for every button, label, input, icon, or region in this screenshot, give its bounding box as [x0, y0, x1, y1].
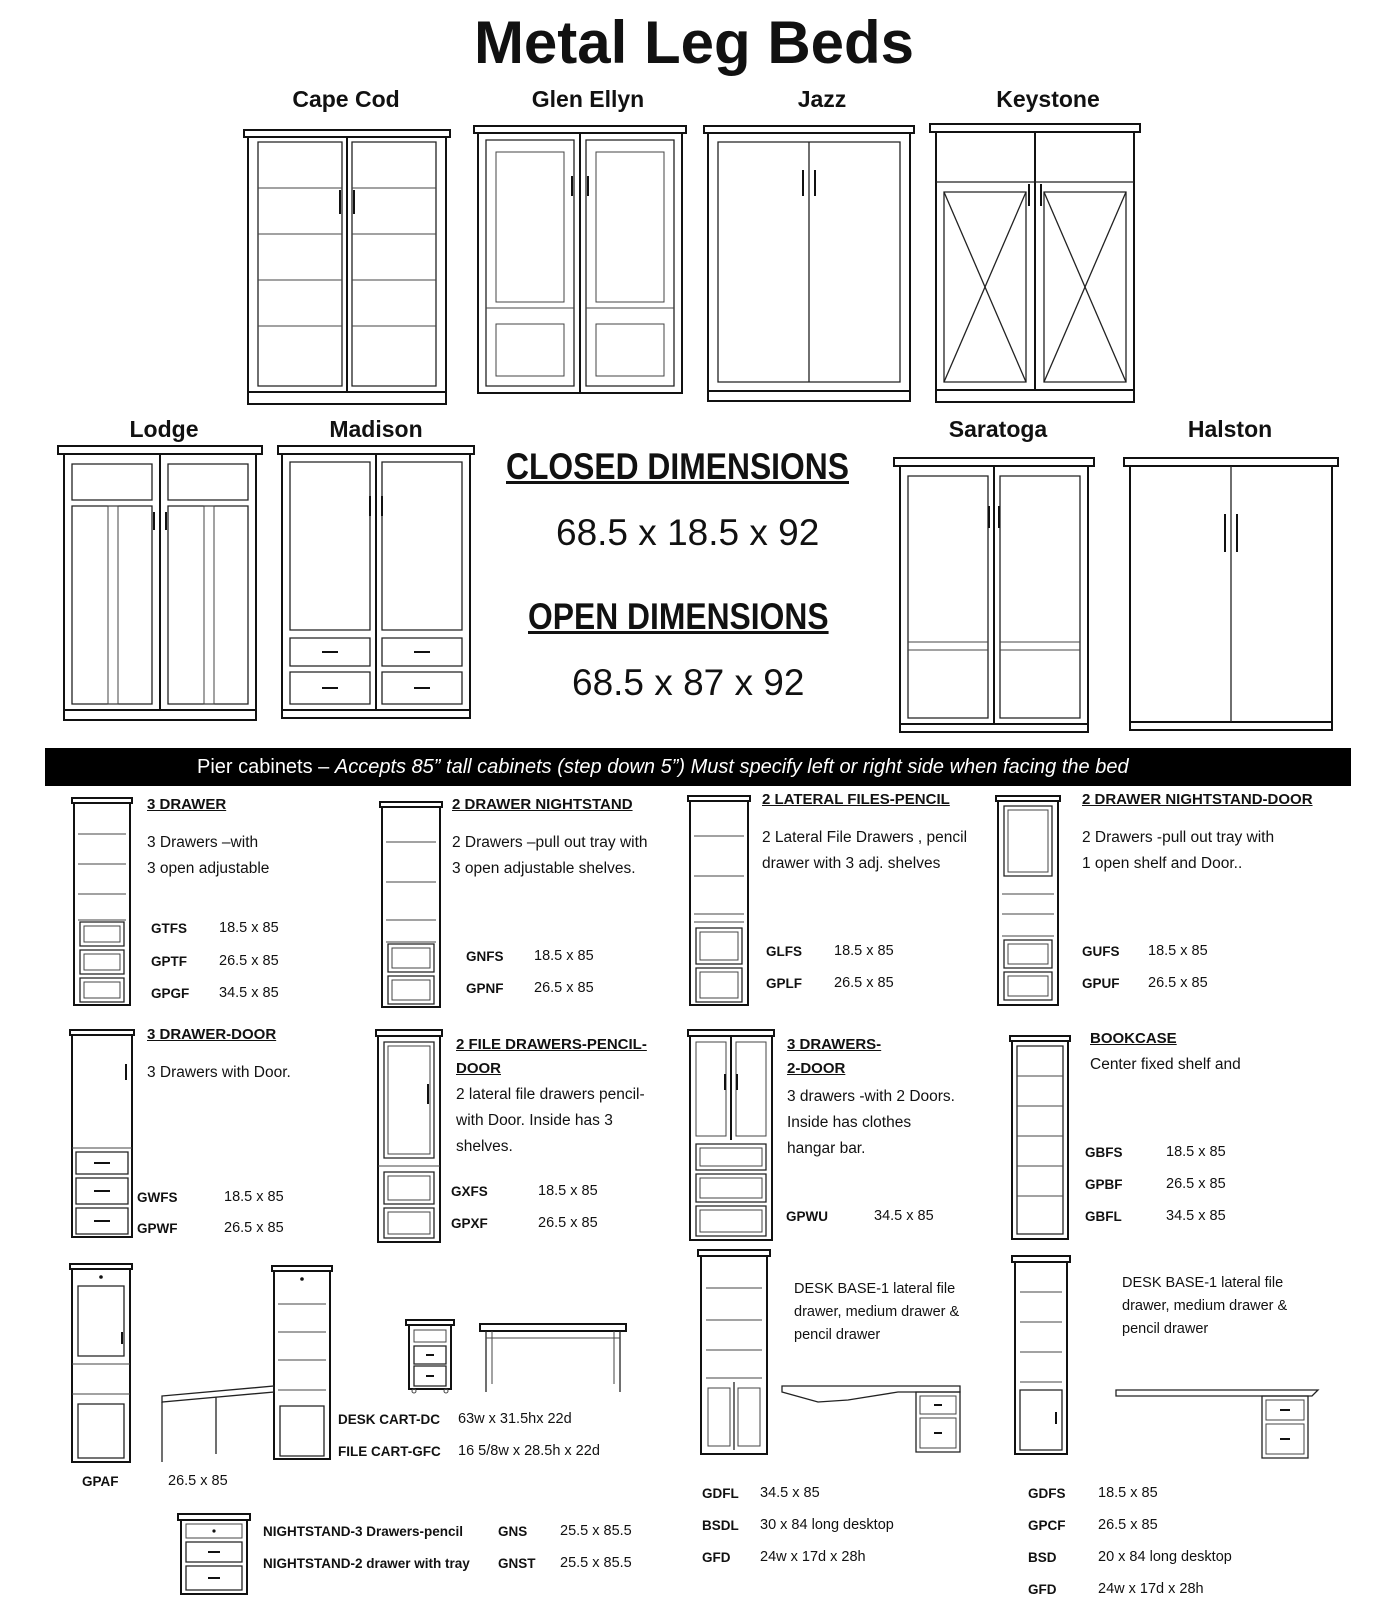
desk-right-desc-1: DESK BASE-1 lateral file	[1122, 1275, 1284, 1291]
file-cart-label: FILE CART-GFC	[338, 1444, 441, 1459]
nightstand-desc-2: 3 open adjustable shelves.	[452, 860, 636, 877]
madison-bed-drawing	[278, 446, 474, 722]
file-cart-drawing	[406, 1320, 454, 1394]
size-label: 18.5 x 85	[834, 943, 894, 959]
bookcase-drawing	[1010, 1036, 1070, 1242]
size-label: 26.5 x 85	[1166, 1176, 1226, 1192]
three-drawer-cabinet-drawing	[72, 798, 132, 1008]
bed-name-saratoga: Saratoga	[948, 416, 1048, 442]
file-drawers-door-desc-2: with Door. Inside has 3	[456, 1112, 613, 1129]
nightstand-drawing	[178, 1514, 250, 1596]
drawers-two-door-desc-2: Inside has clothes	[787, 1114, 912, 1131]
bed-name-cape-cod: Cape Cod	[292, 86, 400, 112]
bed-name-halston: Halston	[1187, 416, 1273, 442]
nightstand-door-title: 2 DRAWER NIGHTSTAND-DOOR	[1082, 791, 1313, 808]
code-label: GFD	[702, 1550, 731, 1565]
desk-cart-size: 63w x 31.5hx 22d	[458, 1411, 572, 1427]
nightstand-desc-1: 2 Drawers –pull out tray with	[452, 834, 648, 851]
size-label: 20 x 84 long desktop	[1098, 1549, 1232, 1565]
lateral-files-title: 2 LATERAL FILES-PENCIL	[762, 791, 950, 808]
bookcase-desc: Center fixed shelf and	[1090, 1056, 1241, 1073]
size-label: 26.5 x 85	[1148, 975, 1208, 991]
code-label: GPWF	[137, 1221, 178, 1236]
gpaf-fold-desk-open-drawing	[160, 1266, 334, 1462]
nightstand-title: 2 DRAWER NIGHTSTAND	[452, 796, 633, 813]
size-label: 26.5 x 85	[538, 1215, 598, 1231]
size-label: 18.5 x 85	[1098, 1485, 1158, 1501]
size-label: 34.5 x 85	[219, 985, 279, 1001]
glen-ellyn-bed-drawing	[474, 126, 686, 406]
file-cart-size: 16 5/8w x 28.5h x 22d	[458, 1443, 600, 1459]
code-label: GBFL	[1085, 1209, 1122, 1224]
size-label: 26.5 x 85	[168, 1473, 228, 1489]
size-label: 26.5 x 85	[834, 975, 894, 991]
desk-right-desc-2: drawer, medium drawer &	[1122, 1298, 1288, 1314]
size-label: 30 x 84 long desktop	[760, 1517, 894, 1533]
banner-lead: Pier cabinets –	[197, 756, 335, 778]
drawers-two-door-drawing	[688, 1030, 774, 1242]
file-drawers-door-title-2: DOOR	[456, 1060, 501, 1077]
code-label: GWFS	[137, 1190, 178, 1205]
desk-right-desc-3: pencil drawer	[1122, 1321, 1209, 1337]
nightstand-2-label: NIGHTSTAND-2 drawer with tray	[263, 1556, 470, 1571]
banner-italic: Accepts 85” tall cabinets (step down 5”) Must specify left or right side when facing the bed	[334, 756, 1129, 778]
lateral-files-desc-1: 2 Lateral File Drawers , pencil	[762, 829, 968, 846]
desk-cart-drawing	[480, 1324, 626, 1394]
code-label: GXFS	[451, 1184, 488, 1199]
drawers-two-door-title-2: 2-DOOR	[787, 1060, 846, 1077]
three-drawer-door-desc: 3 Drawers with Door.	[147, 1064, 291, 1081]
gpaf-fold-desk-closed-drawing	[70, 1264, 132, 1464]
nightstand-3-label: NIGHTSTAND-3 Drawers-pencil	[263, 1524, 464, 1539]
bed-name-jazz: Jazz	[797, 86, 847, 112]
three-drawer-desc-2: 3 open adjustable	[147, 860, 270, 877]
drawers-two-door-desc-3: hangar bar.	[787, 1140, 866, 1157]
size-label: 18.5 x 85	[1166, 1144, 1226, 1160]
size-label: 26.5 x 85	[534, 980, 594, 996]
file-drawers-door-desc-1: 2 lateral file drawers pencil-	[456, 1086, 645, 1103]
desk-left-desc-3: pencil drawer	[794, 1327, 881, 1343]
saratoga-bed-drawing	[894, 458, 1094, 734]
size-label: 34.5 x 85	[760, 1485, 820, 1501]
code-label: GDFL	[702, 1486, 739, 1501]
bed-name-madison: Madison	[329, 416, 423, 442]
file-drawers-door-title-1: 2 FILE DRAWERS-PENCIL-	[456, 1036, 647, 1053]
size-label: 24w x 17d x 28h	[1098, 1581, 1204, 1597]
jazz-bed-drawing	[704, 126, 914, 406]
code-label: GPWU	[786, 1209, 828, 1224]
three-drawer-title: 3 DRAWER	[147, 796, 227, 813]
desk-left-desc-2: drawer, medium drawer &	[794, 1304, 960, 1320]
size-label: 26.5 x 85	[224, 1220, 284, 1236]
code-label: BSDL	[702, 1518, 739, 1533]
code-label: GPCF	[1028, 1518, 1066, 1533]
size-label: 26.5 x 85	[1098, 1517, 1158, 1533]
code-label: GDFS	[1028, 1486, 1066, 1501]
code-label: GNST	[498, 1556, 536, 1571]
code-label: GPGF	[151, 986, 190, 1001]
size-label: 18.5 x 85	[1148, 943, 1208, 959]
nightstand-door-desc-2: 1 open shelf and Door..	[1082, 855, 1243, 872]
size-label: 18.5 x 85	[534, 948, 594, 964]
two-drawer-nightstand-drawing	[380, 802, 442, 1010]
nightstand-door-desc-1: 2 Drawers -pull out tray with	[1082, 829, 1275, 846]
three-drawer-door-drawing	[70, 1030, 134, 1240]
code-label: GPBF	[1085, 1177, 1123, 1192]
code-label: GBFS	[1085, 1145, 1123, 1160]
nightstand-door-drawing	[996, 796, 1060, 1008]
size-label: 26.5 x 85	[219, 953, 279, 969]
open-dimensions-label: OPEN DIMENSIONS	[528, 596, 829, 637]
code-label: GPLF	[766, 976, 802, 991]
size-label: 25.5 x 85.5	[560, 1555, 632, 1571]
drawers-two-door-title-1: 3 DRAWERS-	[787, 1036, 882, 1053]
code-label: GLFS	[766, 944, 802, 959]
file-drawers-door-drawing	[376, 1030, 442, 1244]
file-drawers-door-desc-3: shelves.	[456, 1138, 513, 1155]
code-label: GPXF	[451, 1216, 488, 1231]
closed-dimensions-label: CLOSED DIMENSIONS	[506, 446, 849, 487]
three-drawer-door-title: 3 DRAWER-DOOR	[147, 1026, 277, 1043]
code-label: GPAF	[82, 1474, 119, 1489]
halston-bed-drawing	[1124, 458, 1338, 734]
bed-name-lodge: Lodge	[129, 416, 199, 442]
code-label: GPNF	[466, 981, 504, 996]
code-label: GPTF	[151, 954, 187, 969]
drawers-two-door-desc-1: 3 drawers -with 2 Doors.	[787, 1088, 955, 1105]
code-label: GTFS	[151, 921, 187, 936]
code-label: GFD	[1028, 1582, 1057, 1597]
closed-dimensions-value: 68.5 x 18.5 x 92	[556, 512, 820, 553]
size-label: 18.5 x 85	[224, 1189, 284, 1205]
lateral-files-desc-2: drawer with 3 adj. shelves	[762, 855, 941, 872]
code-label: GNS	[498, 1524, 528, 1539]
size-label: 18.5 x 85	[538, 1183, 598, 1199]
code-label: GNFS	[466, 949, 504, 964]
size-label: 18.5 x 85	[219, 920, 279, 936]
two-lateral-files-drawing	[688, 796, 750, 1008]
size-label: 24w x 17d x 28h	[760, 1549, 866, 1565]
size-label: 34.5 x 85	[1166, 1208, 1226, 1224]
code-label: GPUF	[1082, 976, 1120, 991]
code-label: GUFS	[1082, 944, 1120, 959]
desk-cart-label: DESK CART-DC	[338, 1412, 441, 1427]
cape-cod-bed-drawing	[244, 130, 450, 406]
size-label: 25.5 x 85.5	[560, 1523, 632, 1539]
page-title: Metal Leg Beds	[473, 9, 915, 76]
pier-cabinets-banner	[45, 748, 1351, 786]
bed-name-keystone: Keystone	[996, 86, 1100, 112]
three-drawer-desc-1: 3 Drawers –with	[147, 834, 259, 851]
desk-left-desc-1: DESK BASE-1 lateral file	[794, 1281, 956, 1297]
lodge-bed-drawing	[58, 446, 262, 724]
bookcase-title: BOOKCASE	[1090, 1030, 1177, 1047]
open-dimensions-value: 68.5 x 87 x 92	[572, 662, 805, 703]
keystone-bed-drawing	[930, 124, 1140, 406]
code-label: BSD	[1028, 1550, 1057, 1565]
size-label: 34.5 x 85	[874, 1208, 934, 1224]
bed-name-glen-ellyn: Glen Ellyn	[531, 86, 645, 112]
